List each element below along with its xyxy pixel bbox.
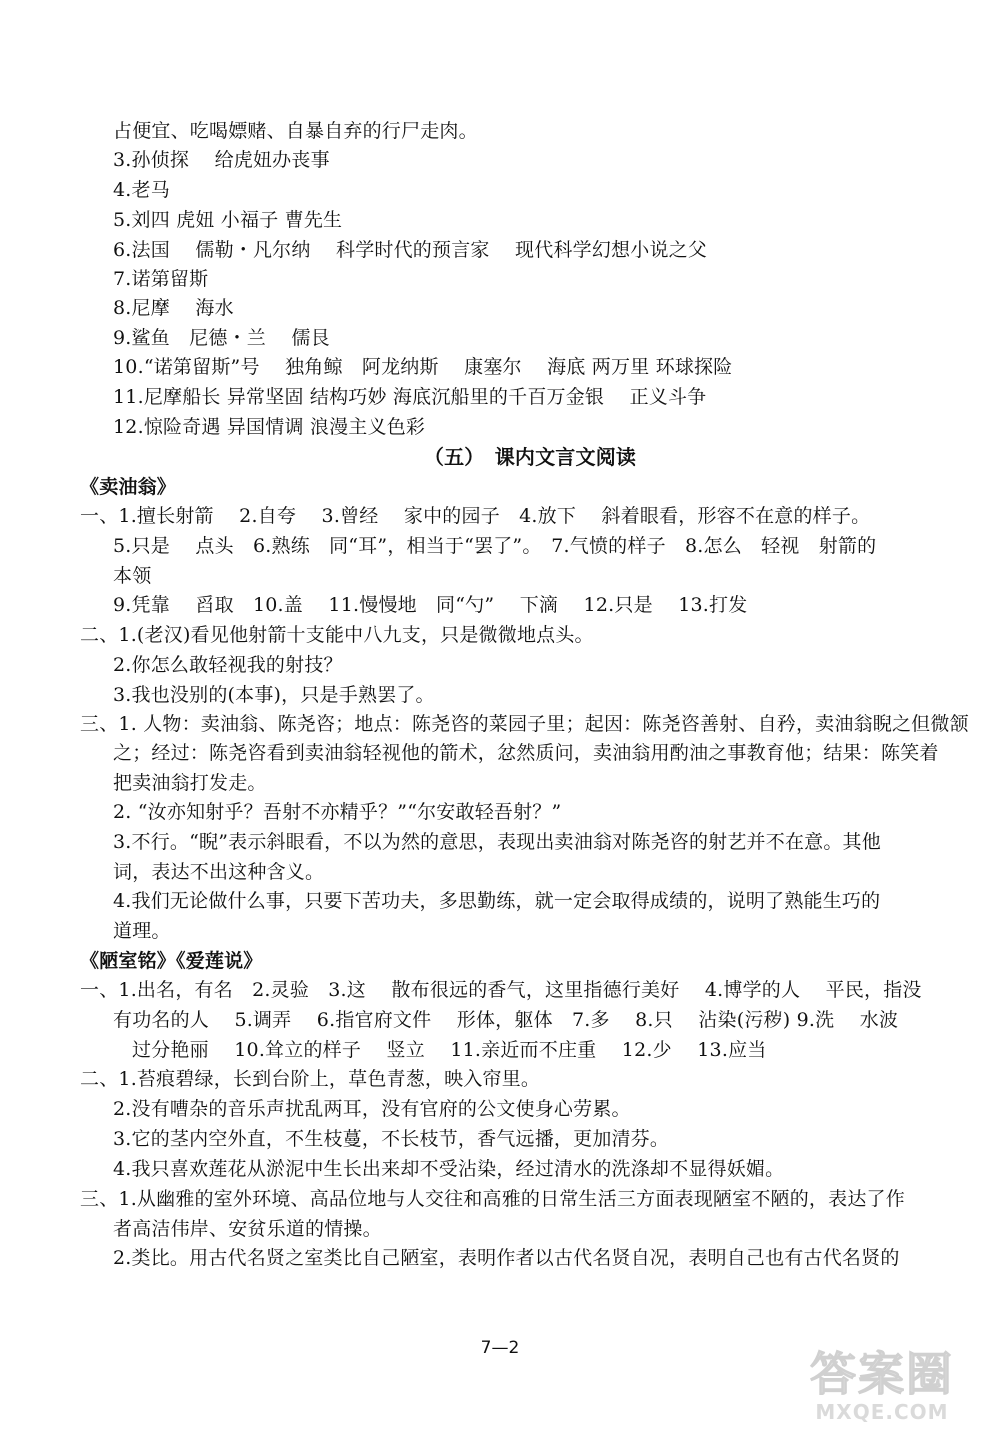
text-line: 一、1.出名，有名 2.灵验 3.这 散布很远的香气，这里指德行美好 4.博学的人 平民，指没 (80, 979, 922, 1001)
text-line: 一、1.擅长射箭 2.自夸 3.曾经 家中的园子 4.放下 斜着眼看，形容不在意的样子。 (80, 505, 871, 527)
text-line: 9.鲨鱼 尼德・兰 儒艮 (113, 327, 330, 349)
text-line: 有功名的人 5.调弄 6.指官府文件 形体，躯体 7.多 8.只 沾染(污秽) 9.洗 水波 (113, 1009, 899, 1031)
text-line: 4.老马 (113, 179, 170, 201)
text-line: 三、1. 人物：卖油翁、陈尧咨；地点：陈尧咨的菜园子里；起因：陈尧咨善射、自矜，卖油翁睨之但微颔 (80, 713, 969, 735)
subsection-title: 《卖油翁》 (80, 476, 177, 498)
text-line: 占便宜、吃喝嫖赌、自暴自弃的行尸走肉。 (113, 120, 478, 142)
watermark-logo (782, 1348, 982, 1428)
text-line: 7.诺第留斯 (113, 268, 209, 290)
text-line: 11.尼摩船长 异常坚固 结构巧妙 海底沉船里的千百万金银 正义斗争 (113, 386, 707, 408)
text-line: 过分艳丽 10.耸立的样子 竖立 11.亲近而不庄重 12.少 13.应当 (132, 1039, 767, 1061)
text-line: 2.没有嘈杂的音乐声扰乱两耳，没有官府的公文使身心劳累。 (113, 1098, 631, 1120)
text-line: 二、1.苔痕碧绿，长到台阶上，草色青葱，映入帘里。 (80, 1068, 541, 1090)
text-line: 词，表达不出这种含义。 (113, 861, 325, 883)
text-line: 9.凭靠 舀取 10.盖 11.慢慢地 同“勺” 下滴 12.只是 13.打发 (113, 594, 748, 616)
text-line: 三、1.从幽雅的室外环境、高品位地与人交往和高雅的日常生活三方面表现陋室不陋的，表达了作 (80, 1188, 905, 1210)
text-line: 10.“诺第留斯”号 独角鲸 阿龙纳斯 康塞尔 海底 两万里 环球探险 (113, 356, 733, 378)
subsection-title: 《陋室铭》《爱莲说》 (80, 950, 263, 972)
text-line: 之；经过：陈尧咨看到卖油翁轻视他的箭术，忿然质问，卖油翁用酌油之事教育他；结果：陈笑着 (113, 742, 939, 764)
watermark-url: MXQE.COM (815, 1400, 949, 1424)
text-line: 道理。 (113, 920, 171, 942)
text-line: 5.只是 点头 6.熟练 同“耳”，相当于“罢了”。 7.气愤的样子 8.怎么 轻视 射箭的 (113, 535, 877, 557)
text-line: 6.法国 儒勒・凡尔纳 科学时代的预言家 现代科学幻想小说之父 (113, 239, 708, 261)
page-number: 7—2 (480, 1338, 520, 1358)
text-line: 3.我也没别的(本事)，只是手熟罢了。 (113, 684, 435, 706)
text-line: 4.我只喜欢莲花从淤泥中生长出来却不受沾染，经过清水的洗涤却不显得妖媚。 (113, 1158, 785, 1180)
text-line: 3.不行。“睨”表示斜眼看，不以为然的意思，表现出卖油翁对陈尧咨的射艺并不在意。其他 (113, 831, 881, 853)
section-title: （五） 课内文言文阅读 (423, 445, 637, 469)
text-line: 3.孙侦探 给虎妞办丧事 (113, 149, 330, 171)
text-line: 二、1.(老汉)看见他射箭十支能中八九支，只是微微地点头。 (80, 624, 594, 646)
text-line: 者高洁伟岸、安贫乐道的情操。 (113, 1218, 382, 1240)
text-line: 本领 (113, 565, 152, 587)
text-line: 把卖油翁打发走。 (113, 772, 267, 794)
text-line: 4.我们无论做什么事，只要下苦功夫，多思勤练，就一定会取得成绩的，说明了熟能生巧的 (113, 890, 881, 912)
text-line: 3.它的茎内空外直，不生枝蔓，不长枝节，香气远播，更加清芬。 (113, 1128, 670, 1150)
watermark-text: 答案圈 (810, 1347, 954, 1401)
text-line: 2.你怎么敢轻视我的射技？ (113, 654, 343, 676)
text-line: 2. “汝亦知射乎？吾射不亦精乎？”“尔安敢轻吾射？” (113, 801, 562, 823)
text-line: 12.惊险奇遇 异国情调 浪漫主义色彩 (113, 416, 426, 438)
text-line: 5.刘四 虎妞 小福子 曹先生 (113, 209, 343, 231)
text-line: 8.尼摩 海水 (113, 297, 234, 319)
text-line: 2.类比。用古代名贤之室类比自己陋室，表明作者以古代名贤自况，表明自己也有古代名贤的 (113, 1247, 900, 1269)
